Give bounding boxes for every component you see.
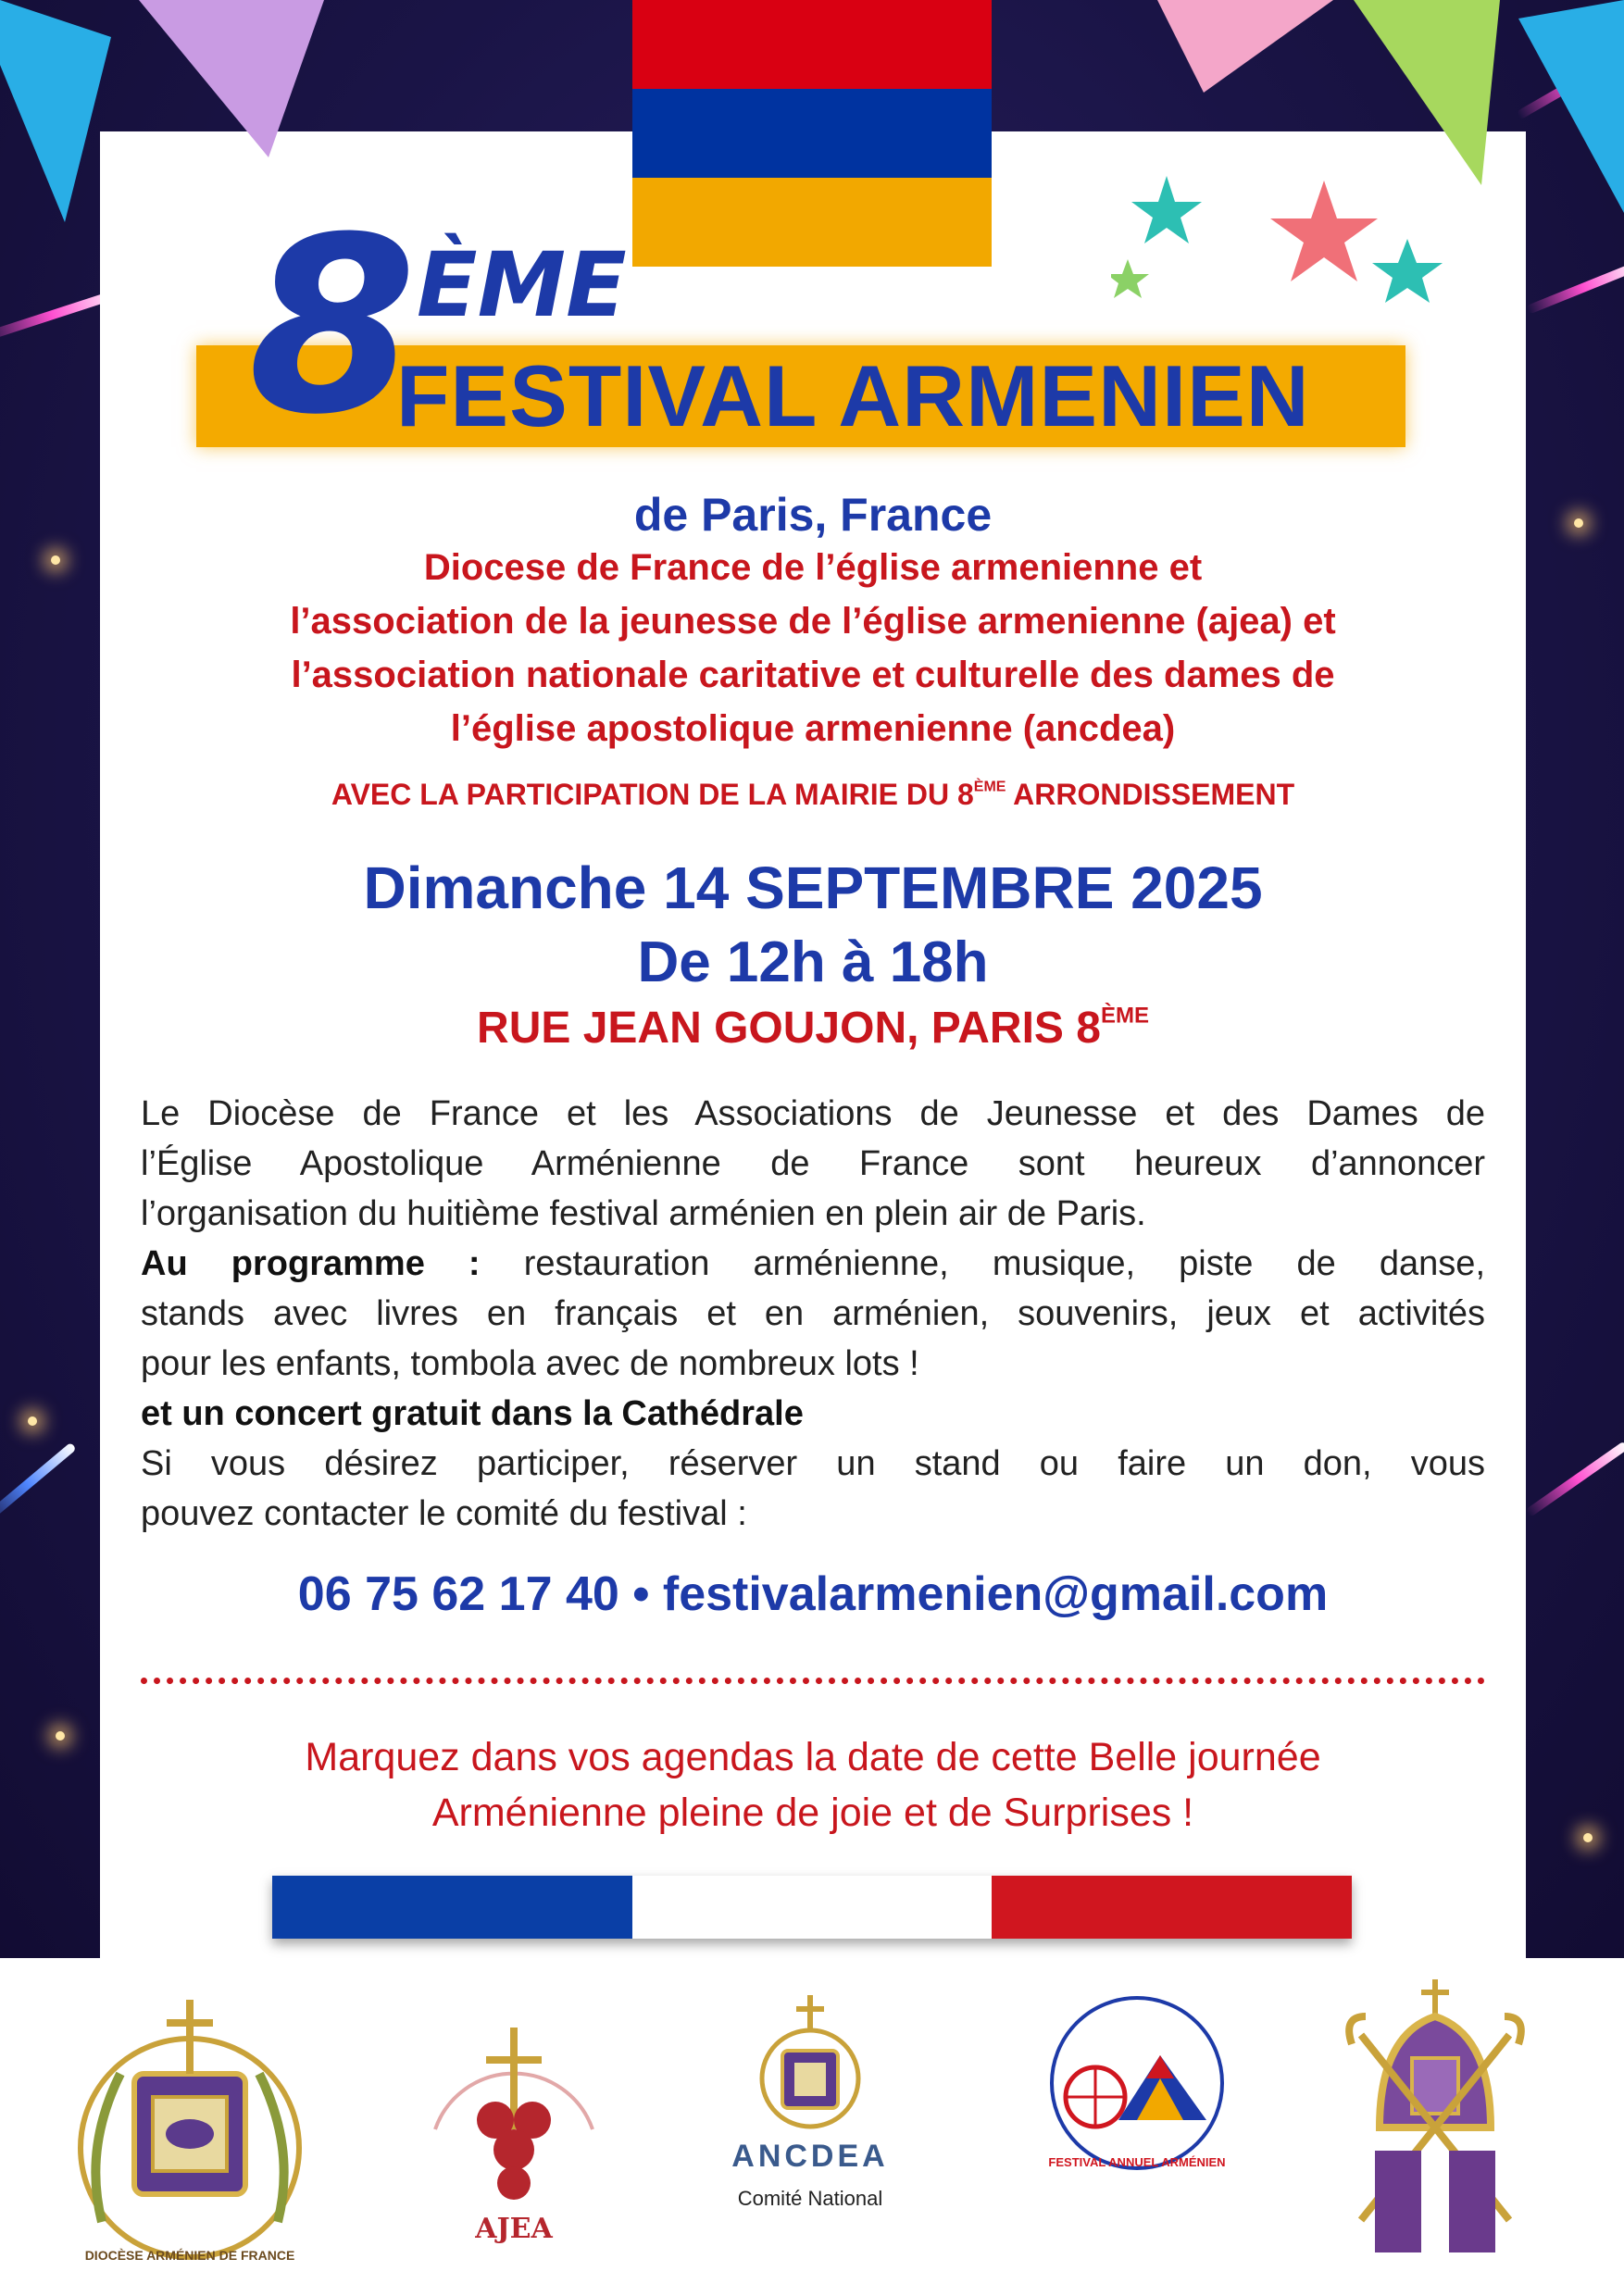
sparkle xyxy=(51,555,60,565)
sparkle xyxy=(56,1731,65,1741)
closing-line-1: Marquez dans vos agendas la date de cette Belle journée xyxy=(305,1735,1321,1779)
contact-intro-line-2: pouvez contacter le comité du festival : xyxy=(141,1494,747,1533)
dotted-divider xyxy=(141,1678,1485,1684)
contact-intro-line-1: Si vous désirez participer, réserver un stand ou faire un don, vous xyxy=(141,1444,1485,1483)
star-icon xyxy=(1270,181,1378,281)
french-flag xyxy=(272,1876,1352,1939)
ajea-emblem-icon xyxy=(407,1990,620,2231)
diocese-logo xyxy=(65,1990,315,2268)
festival-subtitle: de Paris, France xyxy=(633,489,993,541)
program-label: Au programme : xyxy=(141,1244,481,1283)
organizer-line-1: Diocese de France de l’église armenienne et xyxy=(423,547,1203,588)
light-streak xyxy=(1526,261,1624,315)
star-icon xyxy=(1372,239,1443,303)
ancdea-logo-subtitle: Comité National xyxy=(737,2187,883,2210)
organizer-line-2: l’association de la jeunesse de l’église armenienne (ajea) et xyxy=(290,601,1336,642)
body-line-2: l’Église Apostolique Arménienne de France sont heureux d’annoncer xyxy=(141,1144,1485,1183)
mitre-logo xyxy=(1324,1979,1546,2257)
event-place: RUE JEAN GOUJON, PARIS 8ÈME xyxy=(477,1003,1149,1053)
program-line-2: stands avec livres en français et en arménien, souvenirs, jeux et activités xyxy=(141,1294,1485,1333)
decorative-stars xyxy=(1111,167,1463,333)
sparkle xyxy=(1574,518,1583,528)
edition-number: 8 xyxy=(248,185,412,468)
sparkle xyxy=(1583,1833,1593,1842)
ancdea-emblem-icon xyxy=(704,1990,917,2129)
program-line-3: pour les enfants, tombola avec de nombreux lots ! xyxy=(141,1344,919,1383)
ancdea-logo-title: ANCDEA xyxy=(731,2139,889,2174)
star-icon xyxy=(1111,259,1149,298)
armenian-flag xyxy=(632,0,992,267)
diocese-logo-caption: DIOCÈSE ARMÉNIEN DE FRANCE xyxy=(84,2248,295,2263)
body-line-1: Le Diocèse de France et les Associations de Jeunesse et des Dames de xyxy=(141,1094,1485,1133)
organizer-line-3: l’association nationale caritative et culturelle des dames de xyxy=(291,655,1335,695)
festival-title: FESTIVAL ARMENIEN xyxy=(396,347,1310,444)
bishop-mitre-icon xyxy=(1324,1979,1546,2257)
event-date: Dimanche 14 SEPTEMBRE 2025 xyxy=(363,855,1263,921)
diocese-emblem-icon xyxy=(65,1990,315,2268)
concert-line: et un concert gratuit dans la Cathédrale xyxy=(141,1394,804,1433)
closing-line-2: Arménienne pleine de joie et de Surprises ! xyxy=(431,1791,1194,1835)
contact-details: 06 75 62 17 40 • festivalarmenien@gmail.com xyxy=(297,1567,1329,1621)
festival-logo xyxy=(1044,1990,1230,2268)
ajea-logo-caption: AJEA xyxy=(475,2213,553,2245)
participation-line: AVEC LA PARTICIPATION DE LA MAIRIE DU 8ÈME ARRONDISSEMENT xyxy=(331,778,1295,811)
light-streak xyxy=(1525,1441,1624,1517)
sparkle xyxy=(28,1416,37,1426)
star-icon xyxy=(1131,176,1202,243)
ajea-logo xyxy=(407,1990,620,2268)
ancdea-logo xyxy=(704,1990,917,2268)
body-line-3: l’organisation du huitième festival arménien en plein air de Paris. xyxy=(141,1194,1146,1233)
festival-logo-caption: FESTIVAL ANNUEL ARMÉNIEN xyxy=(1048,2155,1226,2169)
edition-suffix: ÈME xyxy=(417,233,627,337)
organizer-line-4: l’église apostolique armenienne (ancdea) xyxy=(450,708,1176,749)
program-line-1: Au programme : restauration arménienne, musique, piste de danse, xyxy=(141,1244,1485,1283)
light-streak xyxy=(0,1442,77,1527)
event-time: De 12h à 18h xyxy=(637,930,989,994)
